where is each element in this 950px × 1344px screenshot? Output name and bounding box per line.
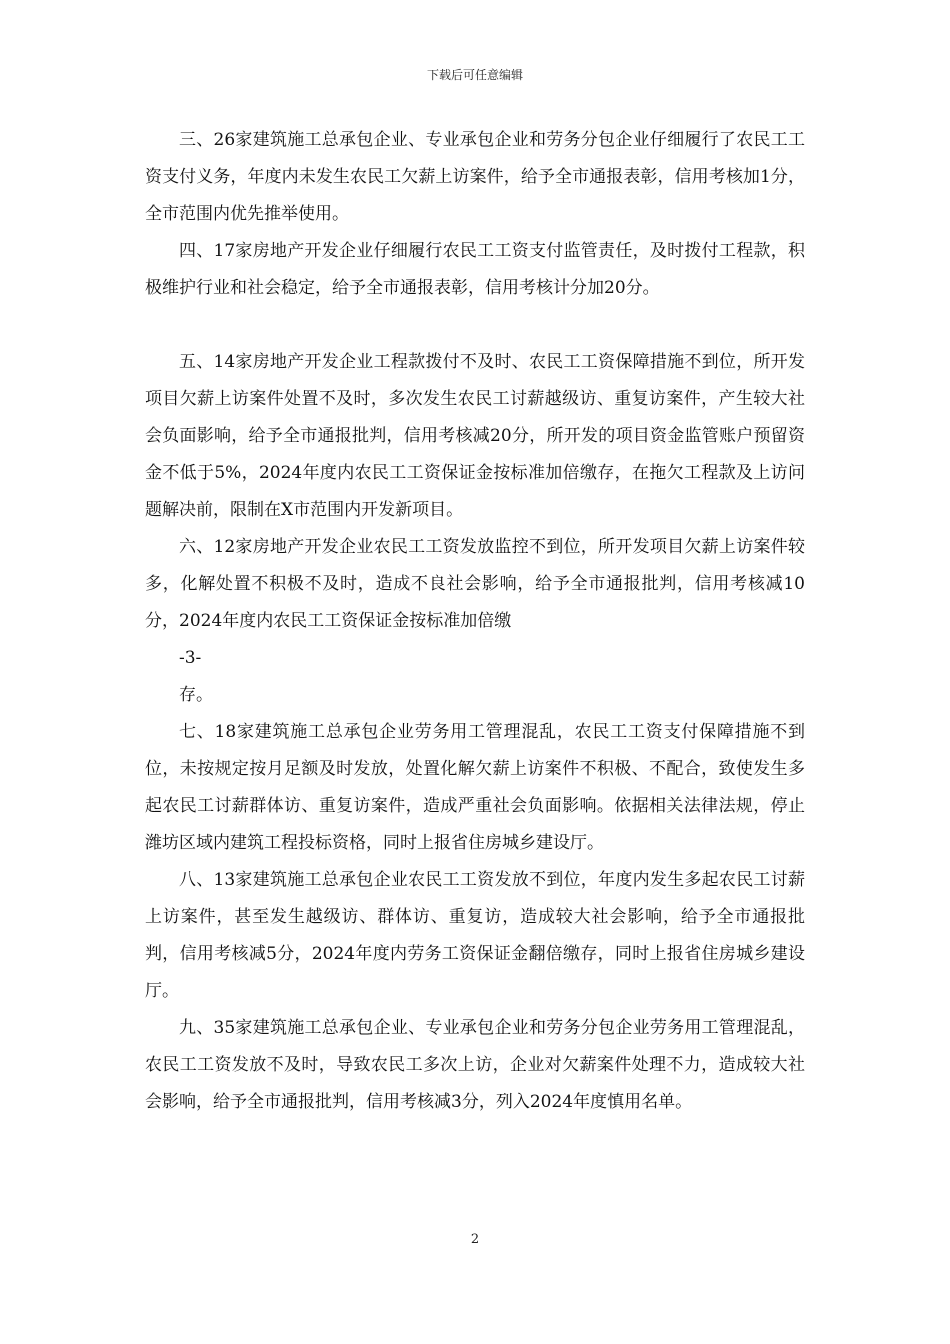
paragraph-6: 六、12家房地产开发企业农民工工资发放监控不到位，所开发项目欠薪上访案件较多，化解处置不积极不及时，造成不良社会影响，给予全市通报批判，信用考核减10分，2024年度内农民工工资保证金按标准加倍缴 — [145, 537, 805, 631]
paragraph-3: 三、26家建筑施工总承包企业、专业承包企业和劳务分包企业仔细履行了农民工工资支付义务，年度内未发生农民工欠薪上访案件，给予全市通报表彰，信用考核加1分，全市范围内优先推举使用。 — [145, 130, 805, 224]
document-body — [145, 122, 805, 1121]
paragraph-6-continued: 存。 — [179, 685, 213, 705]
inline-page-marker: -3- — [179, 648, 202, 668]
paragraph-gap — [145, 307, 805, 344]
paragraph-4: 四、17家房地产开发企业仔细履行农民工工资支付监管责任，及时拨付工程款，积极维护行业和社会稳定，给予全市通报表彰，信用考核计分加20分。 — [145, 241, 805, 298]
paragraph-9: 九、35家建筑施工总承包企业、专业承包企业和劳务分包企业劳务用工管理混乱，农民工工资发放不及时，导致农民工多次上访，企业对欠薪案件处理不力，造成较大社会影响，给予全市通报批判，信用考核减3分，列入2024年度慎用名单。 — [145, 1018, 805, 1112]
page-number: 2 — [470, 1232, 480, 1247]
paragraph-7: 七、18家建筑施工总承包企业劳务用工管理混乱，农民工工资支付保障措施不到位，未按规定按月足额及时发放，处置化解欠薪上访案件不积极、不配合，致使发生多起农民工讨薪群体访、重复访案件，造成严重社会负面影响。依据相关法律法规，停止潍坊区域内建筑工程投标资格，同时上报省住房城乡建设厅。 — [145, 722, 805, 853]
page-header-note: 下载后可任意编辑 — [426, 68, 523, 82]
paragraph-5: 五、14家房地产开发企业工程款拨付不及时、农民工工资保障措施不到位，所开发项目欠薪上访案件处置不及时，多次发生农民工讨薪越级访、重复访案件，产生较大社会负面影响，给予全市通报批判，信用考核减20分，所开发的项目资金监管账户预留资金不低于5%，2024年度内农民工工资保证金按标准加倍缴存，在拖欠工程款及上访问题解决前，限制在X市范围内开发新项目。 — [145, 352, 805, 520]
paragraph-8: 八、13家建筑施工总承包企业农民工工资发放不到位，年度内发生多起农民工讨薪上访案件，甚至发生越级访、群体访、重复访，造成较大社会影响，给予全市通报批判，信用考核减5分，2024年度内劳务工资保证金翻倍缴存，同时上报省住房城乡建设厅。 — [145, 870, 805, 1001]
